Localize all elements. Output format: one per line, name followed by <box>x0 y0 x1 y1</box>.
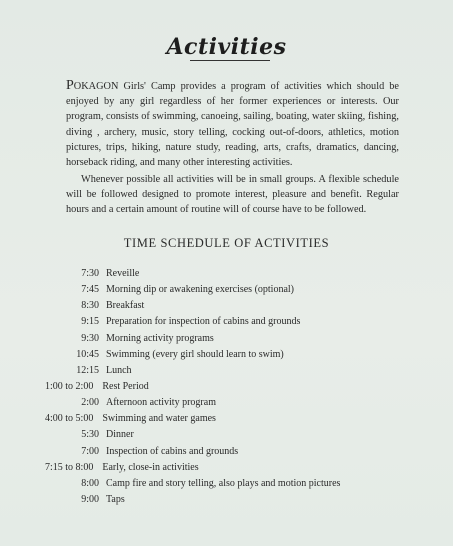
schedule-note-paragraph: Whenever possible all activities will be in small groups. A flexible schedule will be followed designed to promote interest, pleasure and benefit. Regular hours and a certain amount of routine will of course have to be followed. <box>66 174 399 216</box>
page-title: Activities <box>166 34 287 60</box>
schedule-row <box>42 266 422 282</box>
schedule-time: 9:15 <box>81 316 99 328</box>
schedule-row <box>42 427 422 443</box>
schedule-time: 7:00 <box>81 445 99 457</box>
schedule-row <box>42 411 422 427</box>
schedule-list <box>42 266 422 508</box>
schedule-activity: Afternoon activity program <box>106 397 216 409</box>
schedule-time: 9:00 <box>81 493 99 505</box>
schedule-row <box>42 395 422 411</box>
schedule-row <box>42 331 422 347</box>
schedule-activity: Taps <box>106 493 125 505</box>
schedule-time: 7:45 <box>81 284 99 296</box>
schedule-time: 9:30 <box>81 332 99 344</box>
schedule-activity: Preparation for inspection of cabins and grounds <box>106 316 301 328</box>
schedule-time: 5:30 <box>81 429 99 441</box>
schedule-activity: Lunch <box>106 364 132 376</box>
schedule-time: 12:15 <box>76 364 99 376</box>
intro-dropcap: P <box>66 78 74 93</box>
schedule-activity: Rest Period <box>102 380 149 392</box>
schedule-time: 8:30 <box>81 300 99 312</box>
schedule-activity: Breakfast <box>106 300 145 312</box>
schedule-activity: Swimming (every girl should learn to swim) <box>106 348 284 360</box>
schedule-row <box>42 314 422 330</box>
schedule-activity: Reveille <box>106 268 140 279</box>
schedule-time: 4:00 to 5:00 <box>45 413 94 425</box>
schedule-row <box>42 492 422 508</box>
schedule-row <box>42 298 422 314</box>
schedule-row <box>42 347 422 363</box>
schedule-time: 2:00 <box>81 397 99 409</box>
schedule-activity: Swimming and water games <box>102 413 216 425</box>
schedule-activity: Inspection of cabins and grounds <box>106 445 239 457</box>
schedule-activity: Early, close-in activities <box>102 461 199 473</box>
schedule-activity: Morning activity programs <box>106 332 214 344</box>
schedule-row <box>42 444 422 460</box>
intro-paragraph <box>66 78 399 170</box>
schedule-row <box>42 363 422 379</box>
schedule-row <box>42 379 422 395</box>
schedule-activity: Camp fire and story telling, also plays and motion pictures <box>106 477 341 489</box>
schedule-time: 1:00 to 2:00 <box>45 380 94 392</box>
intro-text: OKAGON Girls' Camp provides a program of activities which should be enjoyed by any girl regardless of her former experiences or interests. Our program, consists of swimming, canoeing, sailing, boating, water skiing, fishing, diving , archery, music, story telling, cocking out-of-doors, athletics, motion pictures, trips, hiking, nature study, reading, arts, crafts, dramatics, dancing, horseback riding, and many other interesting activities. <box>66 81 399 169</box>
schedule-time: 7:15 to 8:00 <box>45 461 94 473</box>
schedule-row <box>42 282 422 298</box>
schedule-row <box>42 476 422 492</box>
schedule-activity: Morning dip or awakening exercises (optional) <box>106 284 295 296</box>
schedule-row <box>42 460 422 476</box>
schedule-time: 8:00 <box>81 477 99 489</box>
title-underline <box>190 60 270 61</box>
schedule-time: 7:30 <box>81 268 99 279</box>
schedule-activity: Dinner <box>106 429 134 441</box>
schedule-heading: TIME SCHEDULE OF ACTIVITIES <box>123 236 330 250</box>
schedule-time: 10:45 <box>76 348 99 360</box>
